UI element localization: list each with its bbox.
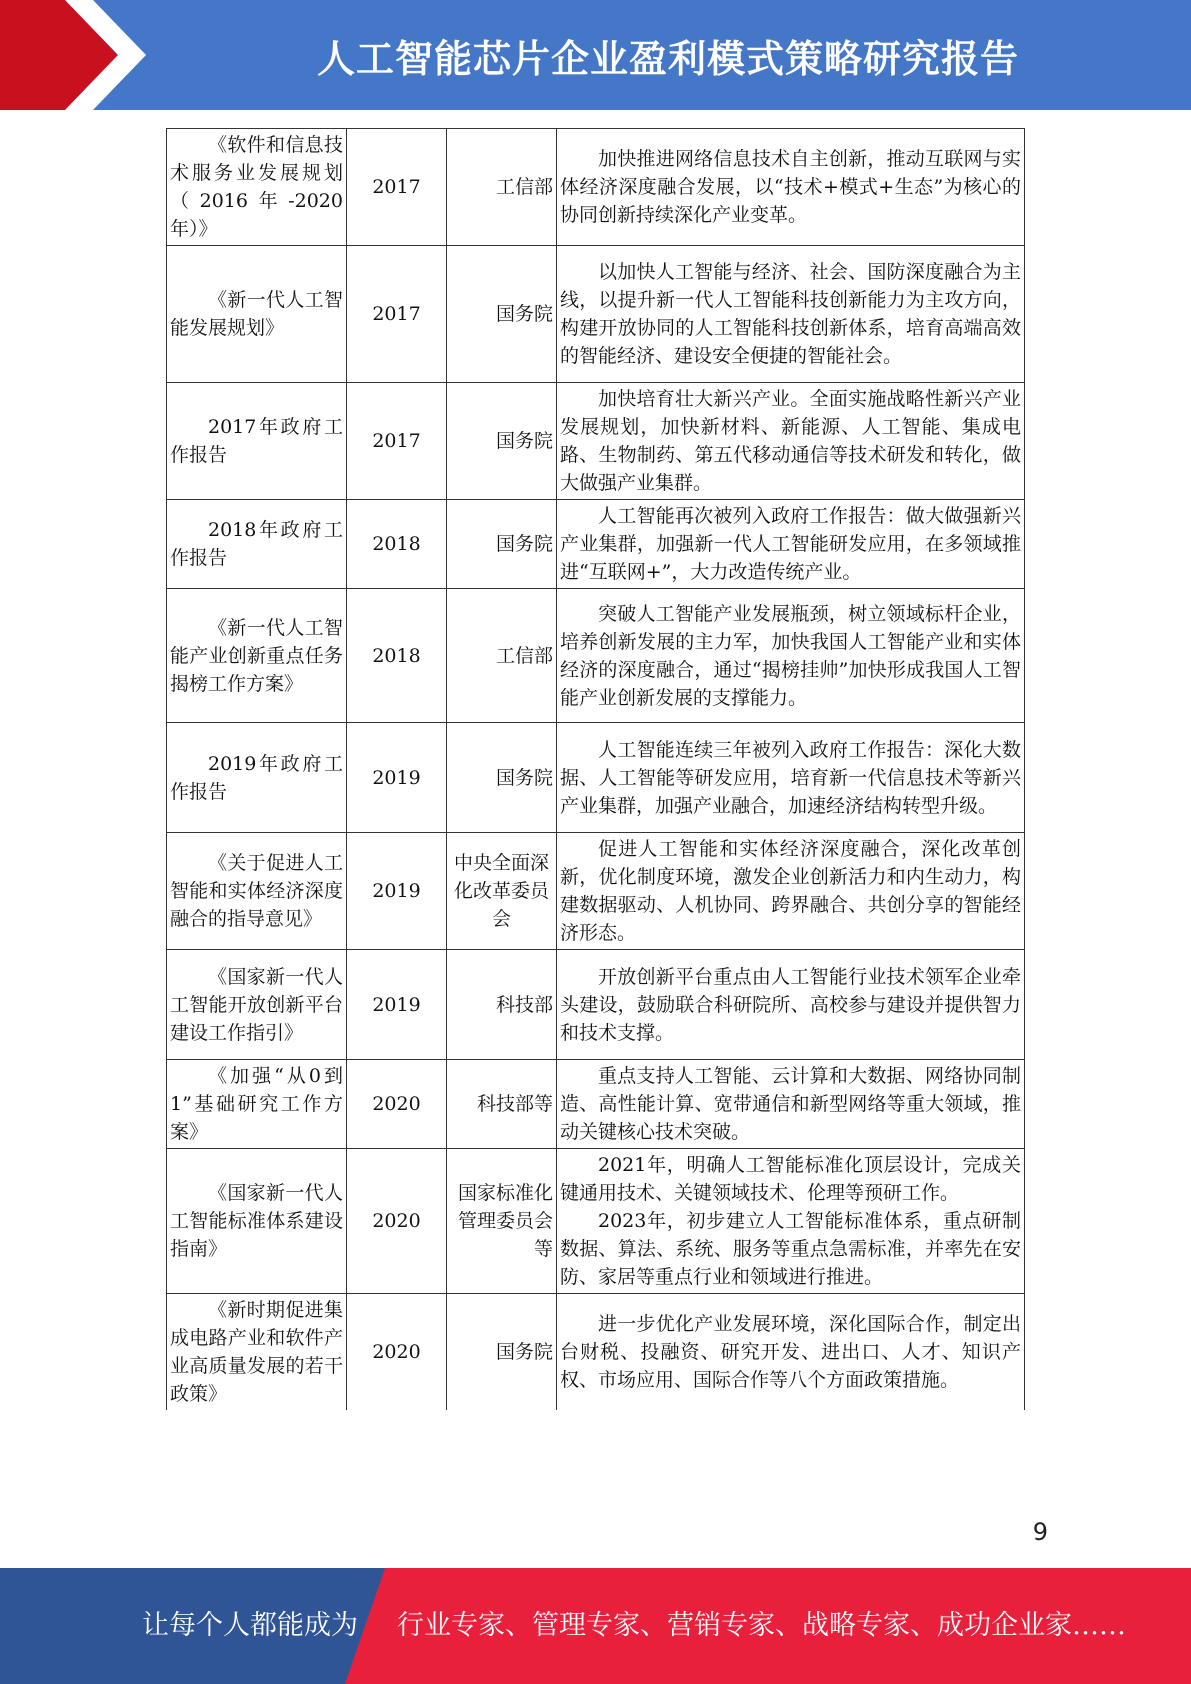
policy-description bbox=[557, 246, 1025, 383]
description-paragraph: 加快推进网络信息技术自主创新，推动互联网与实体经济深度融合发展，以“技术+模式+生态”为核心的协同创新持续深化产业变革。 bbox=[560, 148, 1021, 226]
footer-slogan-lead: 让每个人都能成为 bbox=[142, 1610, 358, 1641]
description-paragraph: 以加快人工智能与经济、社会、国防深度融合为主线，以提升新一代人工智能科技创新能力为主攻方向，构建开放协同的人工智能科技创新体系，培育高端高效的智能经济、建设安全便捷的智能社会。 bbox=[560, 261, 1021, 367]
description-paragraph: 人工智能连续三年被列入政府工作报告：深化大数据、人工智能等研发应用，培育新一代信息技术等新兴产业集群，加强产业融合，加速经济结构转型升级。 bbox=[560, 738, 1021, 817]
policy-description bbox=[557, 833, 1025, 950]
policy-name: 2019年政府工作报告 bbox=[167, 723, 347, 833]
policy-description bbox=[557, 589, 1025, 723]
description-paragraph: 进一步优化产业发展环境，深化国际合作，制定出台财税、投融资、研究开发、进出口、人才、知识产权、市场应用、国际合作等八个方面政策措施。 bbox=[560, 1313, 1021, 1391]
table-row bbox=[167, 500, 1025, 589]
policy-year: 2019 bbox=[347, 833, 447, 950]
policy-department: 国务院 bbox=[447, 246, 557, 383]
policy-year: 2020 bbox=[347, 1294, 447, 1411]
policy-department: 国务院 bbox=[447, 723, 557, 833]
policy-department: 中央全面深化改革委员会 bbox=[447, 833, 557, 950]
policy-name: 《新时期促进集成电路产业和软件产业高质量发展的若干政策》 bbox=[167, 1294, 347, 1411]
table-row bbox=[167, 1149, 1025, 1294]
description-paragraph: 加快培育壮大新兴产业。全面实施战略性新兴产业发展规划，加快新材料、新能源、人工智能、集成电路、生物制药、第五代移动通信等技术研发和转化，做大做强产业集群。 bbox=[560, 388, 1021, 494]
table-row bbox=[167, 723, 1025, 833]
policy-department: 国家标准化管理委员会等 bbox=[447, 1149, 557, 1294]
policy-name: 《关于促进人工智能和实体经济深度融合的指导意见》 bbox=[167, 833, 347, 950]
policy-department: 国务院 bbox=[447, 1294, 557, 1411]
policy-name: 2017年政府工作报告 bbox=[167, 383, 347, 500]
policy-name: 《国家新一代人工智能标准体系建设指南》 bbox=[167, 1149, 347, 1294]
description-paragraph: 突破人工智能产业发展瓶颈，树立领域标杆企业，培养创新发展的主力军，加快我国人工智能产业和实体经济的深度融合，通过“揭榜挂帅”加快形成我国人工智能产业创新发展的支撑能力。 bbox=[560, 602, 1021, 709]
policy-department: 工信部 bbox=[447, 589, 557, 723]
page-footer bbox=[0, 1568, 1191, 1684]
policy-description bbox=[557, 500, 1025, 589]
policy-name: 《软件和信息技术服务业发展规划（2016年-2020年）》 bbox=[167, 129, 347, 246]
table-row bbox=[167, 589, 1025, 723]
policy-department: 科技部等 bbox=[447, 1060, 557, 1149]
policy-name: 2018年政府工作报告 bbox=[167, 500, 347, 589]
page-header bbox=[0, 0, 1191, 110]
policy-year: 2017 bbox=[347, 129, 447, 246]
policy-department: 工信部 bbox=[447, 129, 557, 246]
table-row bbox=[167, 129, 1025, 246]
policy-year: 2017 bbox=[347, 246, 447, 383]
policy-description bbox=[557, 723, 1025, 833]
policy-year: 2019 bbox=[347, 723, 447, 833]
policy-name: 《新一代人工智能产业创新重点任务揭榜工作方案》 bbox=[167, 589, 347, 723]
policy-description bbox=[557, 1060, 1025, 1149]
table-row bbox=[167, 833, 1025, 950]
policy-description bbox=[557, 129, 1025, 246]
policy-department: 科技部 bbox=[447, 950, 557, 1060]
page-number: 9 bbox=[1032, 1518, 1048, 1546]
description-paragraph: 人工智能再次被列入政府工作报告：做大做强新兴产业集群，加强新一代人工智能研发应用，在多领域推进“互联网+”，大力改造传统产业。 bbox=[560, 505, 1021, 583]
table-row bbox=[167, 1294, 1025, 1411]
table-row bbox=[167, 246, 1025, 383]
policy-description bbox=[557, 1149, 1025, 1294]
footer-slogan-tail: 行业专家、管理专家、营销专家、战略专家、成功企业家…… bbox=[397, 1610, 1126, 1641]
description-paragraph: 重点支持人工智能、云计算和大数据、网络协同制造、高性能计算、宽带通信和新型网络等重大领域，推动关键核心技术突破。 bbox=[560, 1065, 1021, 1143]
description-paragraph: 促进人工智能和实体经济深度融合，深化改革创新，优化制度环境，激发企业创新活力和内生动力，构建数据驱动、人机协同、跨界融合、共创分享的智能经济形态。 bbox=[560, 838, 1021, 944]
policy-table bbox=[166, 128, 1025, 1410]
report-title: 人工智能芯片企业盈利模式策略研究报告 bbox=[316, 36, 1019, 81]
policy-name: 《新一代人工智能发展规划》 bbox=[167, 246, 347, 383]
policy-name: 《国家新一代人工智能开放创新平台建设工作指引》 bbox=[167, 950, 347, 1060]
policy-description bbox=[557, 383, 1025, 500]
policy-department: 国务院 bbox=[447, 383, 557, 500]
policy-year: 2018 bbox=[347, 589, 447, 723]
policy-year: 2018 bbox=[347, 500, 447, 589]
chevron-arrow-icon bbox=[0, 0, 150, 110]
policy-description bbox=[557, 950, 1025, 1060]
policy-description bbox=[557, 1294, 1025, 1411]
policy-year: 2017 bbox=[347, 383, 447, 500]
description-paragraph: 开放创新平台重点由人工智能行业技术领军企业牵头建设，鼓励联合科研院所、高校参与建设并提供智力和技术支撑。 bbox=[560, 965, 1021, 1044]
table-row bbox=[167, 383, 1025, 500]
policy-name: 《加强“从0到1”基础研究工作方案》 bbox=[167, 1060, 347, 1149]
policy-year: 2020 bbox=[347, 1149, 447, 1294]
policy-department: 国务院 bbox=[447, 500, 557, 589]
description-paragraph: 2023年，初步建立人工智能标准体系，重点研制数据、算法、系统、服务等重点急需标准，并率先在安防、家居等重点行业和领域进行推进。 bbox=[560, 1210, 1021, 1288]
table-row bbox=[167, 1060, 1025, 1149]
policy-year: 2019 bbox=[347, 950, 447, 1060]
table-row bbox=[167, 950, 1025, 1060]
policy-year: 2020 bbox=[347, 1060, 447, 1149]
description-paragraph: 2021年，明确人工智能标准化顶层设计，完成关键通用技术、关键领域技术、伦理等预研工作。 bbox=[560, 1154, 1021, 1204]
